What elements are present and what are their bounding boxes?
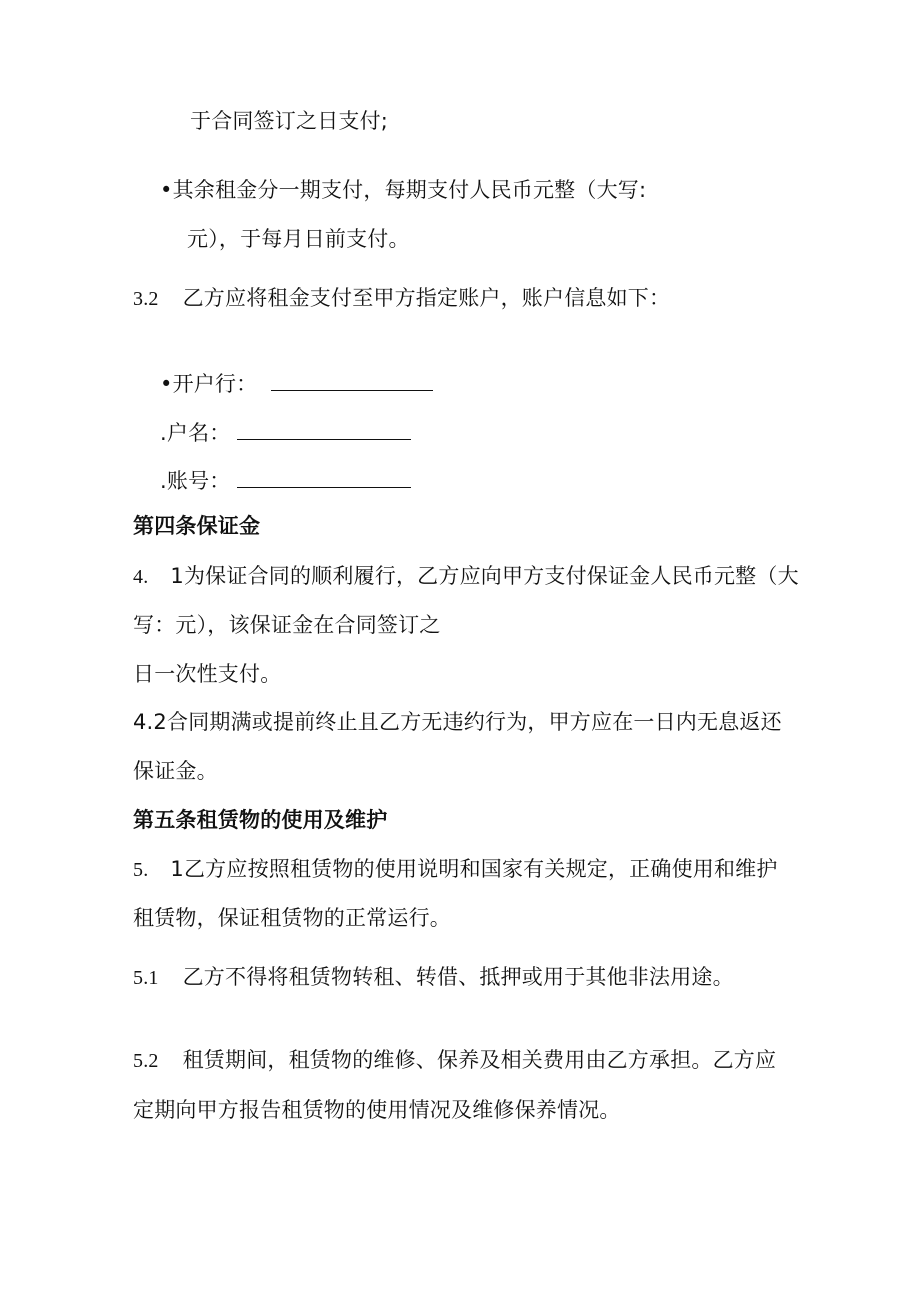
clause-5-2 <box>133 1046 776 1075</box>
article-4-heading: 第四条保证金 <box>133 514 261 538</box>
paragraph-line: 保证金。 <box>133 759 218 783</box>
clause-5-1a <box>133 855 778 884</box>
paragraph-line: 定期向甲方报告租赁物的使用情况及维修保养情况。 <box>133 1098 621 1122</box>
account-name-blank-line <box>237 417 411 440</box>
clause-number: 4. <box>133 566 149 588</box>
paragraph-line: 租赁物，保证租赁物的正常运行。 <box>133 906 451 930</box>
account-number-blank-line <box>237 465 411 488</box>
paragraph-line: 日一次性支付。 <box>133 662 282 686</box>
clause-number: 5. <box>133 859 149 881</box>
account-number-label: .账号： <box>160 469 231 493</box>
clause-text: 1为保证合同的顺利履行，乙方应向甲方支付保证金人民币元整（大 <box>170 564 799 588</box>
article-5-heading: 第五条租赁物的使用及维护 <box>133 808 388 832</box>
paragraph-line: 元），于每月日前支付。 <box>187 227 410 251</box>
clause-text: 乙方应将租金支付至甲方指定账户，账户信息如下： <box>182 286 671 310</box>
clause-4-1 <box>133 562 799 591</box>
account-number-row <box>160 465 411 495</box>
account-name-label: .户名： <box>160 421 231 445</box>
clause-text: 乙方不得将租赁物转租、转借、抵押或用于其他非法用途。 <box>182 965 734 989</box>
clause-text: 1乙方应按照租赁物的使用说明和国家有关规定，正确使用和维护 <box>170 857 778 881</box>
bank-field-row <box>160 368 433 398</box>
clause-5-1b <box>133 963 734 992</box>
clause-number: 5.1 <box>133 967 159 989</box>
account-name-row <box>160 417 411 447</box>
bullet-rent-installments: •其余租金分一期支付，每期支付人民币元整（大写: <box>160 178 647 202</box>
paragraph-line: 写：元），该保证金在合同签订之 <box>133 613 441 637</box>
clause-3-2 <box>133 284 670 313</box>
bank-label: •开户行： <box>160 372 258 396</box>
clause-text: 租赁期间，租赁物的维修、保养及相关费用由乙方承担。乙方应 <box>182 1048 777 1072</box>
clause-number: 5.2 <box>133 1050 159 1072</box>
clause-4-2: 4.2合同期满或提前终止且乙方无违约行为，甲方应在一日内无息返还 <box>133 710 782 734</box>
clause-number: 3.2 <box>133 288 159 310</box>
paragraph-line: 于合同签订之日支付; <box>190 109 389 133</box>
bank-blank-line <box>271 368 433 391</box>
